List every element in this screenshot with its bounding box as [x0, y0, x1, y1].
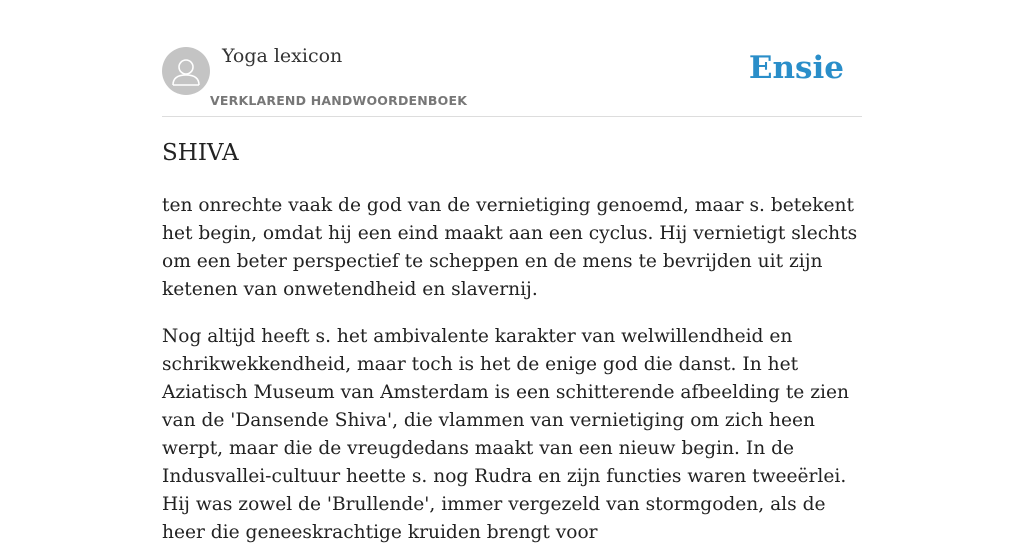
avatar-silhouette [162, 47, 210, 95]
definition-paragraph: Nog altijd heeft s. het ambivalente karakter van welwillendheid en schrikwekkendheid, maar toch is het de enige god die danst. In het Aziatisch Museum van Amsterdam is een schitterende afbeelding te zien van de 'Dansende Shiva', die vlammen van vernietiging om zich heen werpt, maar die de vreugdedans maakt van een nieuw begin. In de Indusvallei-cultuur heette s. nog Rudra en zijn functies waren tweeërlei. Hij was zowel de 'Brullende', immer vergezeld van stormgoden, als de heer die geneeskrachtige kruiden brengt voor [162, 326, 849, 543]
entry-header [162, 0, 862, 117]
definition-paragraph: ten onrechte vaak de god van de vernietiging genoemd, maar s. betekent het begin, omdat hij een eind maakt aan een cyclus. Hij vernietigt slechts om een beter perspectief te scheppen en de mens te bevrijden uit zijn ketenen van onwetendheid en slavernij. [162, 195, 858, 300]
author-name[interactable]: Yoga lexicon [222, 45, 343, 67]
dictionary-subtitle: VERKLAREND HANDWOORDENBOEK [210, 93, 468, 108]
user-avatar-icon[interactable] [162, 47, 210, 95]
page-title: SHIVA [162, 140, 239, 166]
ensie-logo[interactable]: Ensie [748, 50, 844, 86]
page-container [162, 0, 862, 543]
